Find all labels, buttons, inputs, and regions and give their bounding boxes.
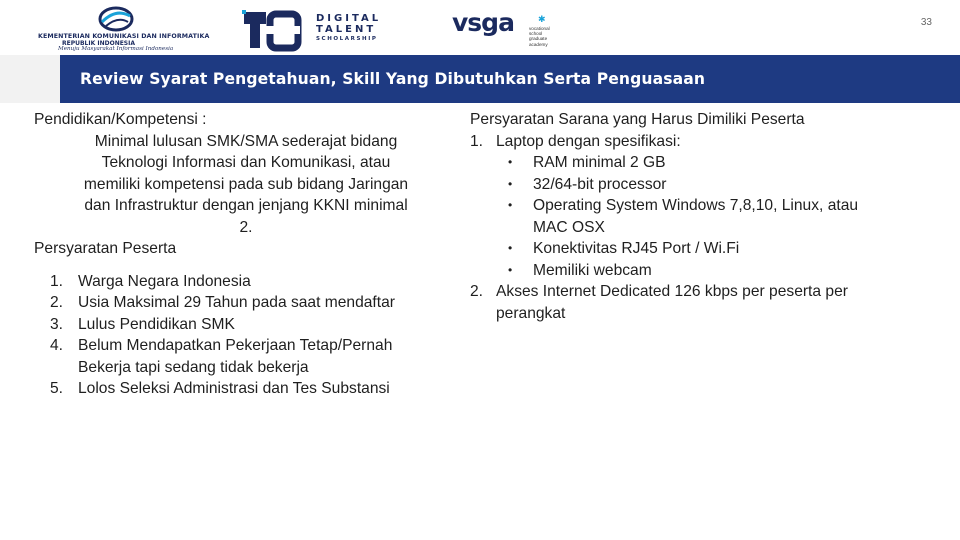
vsga-wordmark: vsga <box>452 8 514 37</box>
participant-requirements-heading: Persyaratan Peserta <box>34 240 177 257</box>
participant-requirements-list <box>34 271 454 400</box>
bullet-item: • Konektivitas RJ45 Port / Wi.Fi <box>496 238 930 260</box>
kominfo-emblem-icon <box>96 6 136 32</box>
kominfo-line1: KEMENTERIAN KOMUNIKASI DAN INFORMATIKA <box>38 33 210 40</box>
dts-line1: DIGITAL <box>316 13 382 24</box>
bullet-item: • Memiliki webcam <box>496 260 930 282</box>
kominfo-tagline: Menuju Masyarakat Informasi Indonesia <box>58 46 174 52</box>
digital-talent-logo <box>240 8 410 52</box>
kominfo-logo <box>38 6 210 52</box>
bullet-icon: • <box>508 198 513 212</box>
list-item: 2. Akses Internet Dedicated 126 kbps per peserta per perangkat <box>470 283 848 322</box>
bullet-icon: • <box>508 241 513 255</box>
dts-emblem-icon <box>240 8 310 52</box>
kominfo-line2: REPUBLIK INDONESIA <box>62 40 136 47</box>
vsga-accent-icon: ✱ <box>538 14 546 24</box>
education-paragraph: Minimal lulusan SMK/SMA sederajat bidang Teknologi Informasi dan Komunikasi, atau memiliki kompetensi pada sub bidang Jaringan dan Infrastruktur dengan jenjang KKNI minimal 2. <box>83 132 409 236</box>
page-number: 33 <box>920 17 932 28</box>
title-bar-margin <box>0 55 60 103</box>
bullet-icon: • <box>508 262 513 277</box>
right-column <box>470 109 930 324</box>
bullet-item: • Operating System Windows 7,8,10, Linux, atau MAC OSX <box>508 197 859 236</box>
bullet-item: • RAM minimal 2 GB <box>496 152 930 174</box>
dts-line3: SCHOLARSHIP <box>316 36 378 42</box>
education-heading: Pendidikan/Kompetensi : <box>34 111 207 128</box>
vsga-logo <box>452 8 562 52</box>
left-column <box>34 109 454 400</box>
bullet-item: • 32/64-bit processor <box>496 174 930 196</box>
slide-title: Review Syarat Pengetahuan, Skill Yang Dibutuhkan Serta Penguasaan <box>80 70 706 88</box>
bullet-icon: • <box>508 176 513 191</box>
list-item: 2. Usia Maksimal 29 Tahun pada saat mendaftar <box>50 294 395 311</box>
list-item: 4. Belum Mendapatkan Pekerjaan Tetap/Pernah Bekerja tapi sedang tidak bekerja <box>50 337 393 376</box>
list-item: 5. Lolos Seleksi Administrasi dan Tes Substansi <box>50 380 390 397</box>
list-item: 1. Laptop dengan spesifikasi: • RAM minimal 2 GB • 32/64-bit processor • Operating System Windows 7,8,10, Linux, atau MAC OSX • Konektivitas RJ45 Port / Wi.Fi • Memiliki webcam <box>470 131 930 282</box>
vsga-subtitle: vocational school graduate academy <box>529 26 550 47</box>
bullet-icon: • <box>508 155 513 169</box>
facility-requirements-heading: Persyaratan Sarana yang Harus Dimiliki Peserta <box>470 111 805 128</box>
laptop-spec-list <box>496 152 930 281</box>
dts-line2: TALENT <box>316 24 377 35</box>
list-item: 1. Warga Negara Indonesia <box>50 272 251 290</box>
list-item: 3. Lulus Pendidikan SMK <box>50 315 235 333</box>
